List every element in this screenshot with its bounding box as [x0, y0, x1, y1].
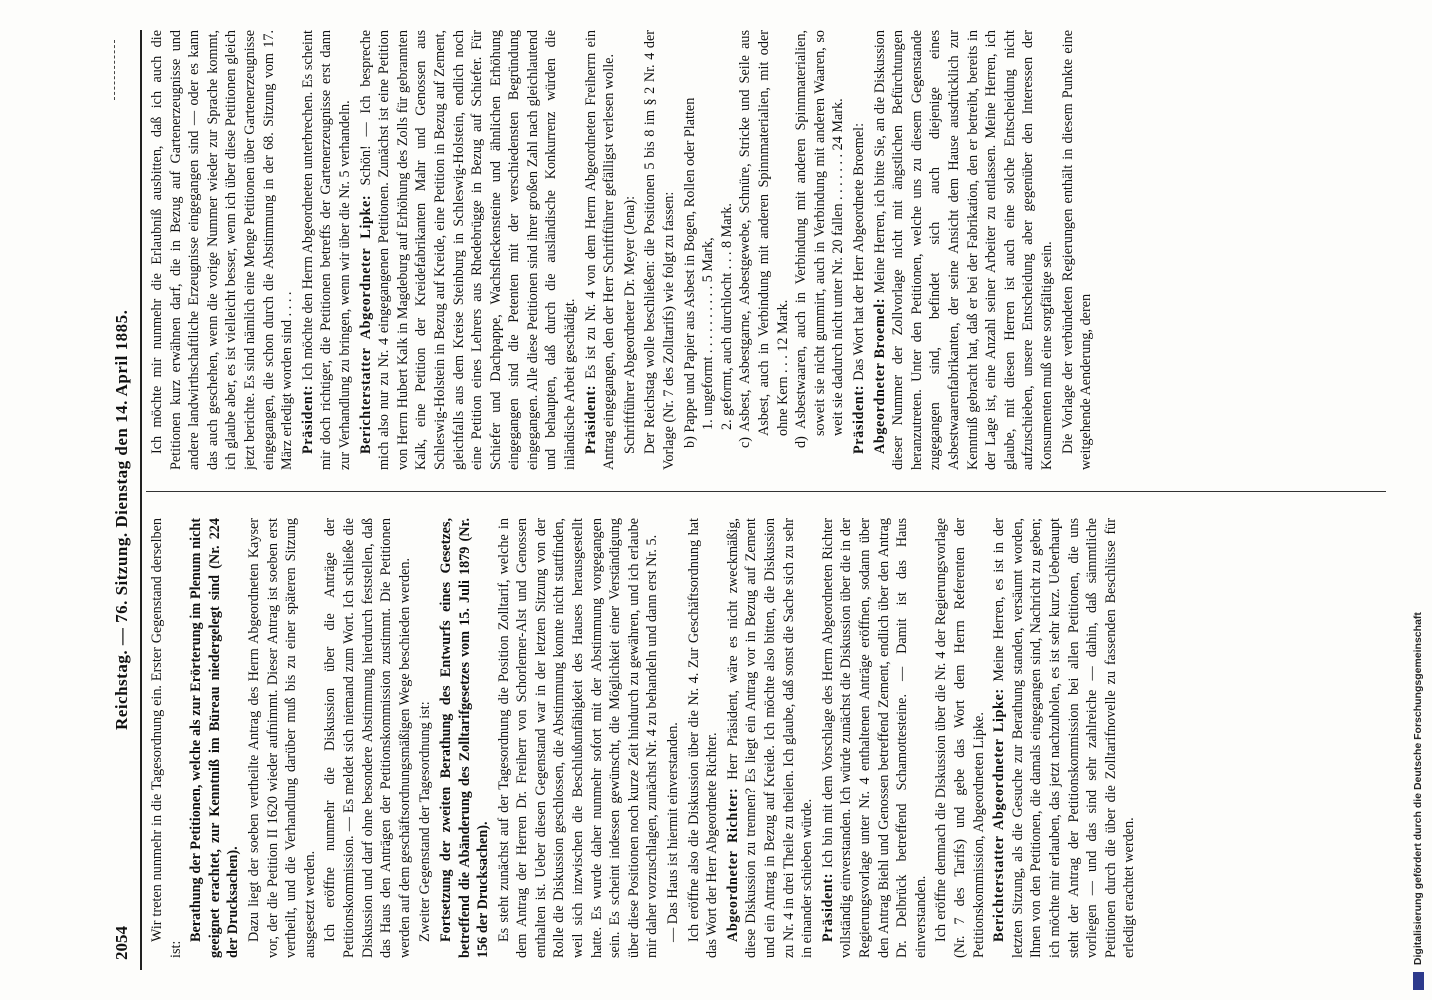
paragraph-text: Schriftführer Abgeordneter Dr. Meyer (Jena): [621, 195, 638, 454]
speech-paragraph [819, 518, 931, 958]
paragraph-text: — Das Haus ist hiermit einverstanden. [665, 722, 682, 942]
body-paragraph [495, 518, 662, 958]
speaker-name: Abgeordneter Richter: [724, 779, 741, 942]
body-paragraph [932, 518, 988, 958]
tariff-item: 1. ungeformt . . . . . . . . . . 5 Mark, [700, 237, 717, 430]
dfg-logo-icon [1413, 972, 1424, 990]
speaker-name: Präsident: [299, 380, 316, 454]
paragraph-text: Ich eröffne demnach die Diskussion über die Nr. 4 der Regierungsvorlage (Nr. 7 des Tarifs) und gebe das Wort dem Herrn Referenten der Petitionskommission, Abgeordneten Lipke. [933, 518, 987, 958]
speech-paragraph [990, 518, 1139, 958]
page-header [112, 30, 138, 970]
body-paragraph [685, 518, 722, 958]
speech-paragraph [582, 30, 619, 470]
paragraph-text: Schön! — Ich bespreche mich also nur zu Nr. 4 eingegangenen Petitionen. Zunächst ist eine Petition von Herrn Hubert Kalk in Magdeburg auf Erhöhung des Zolls für gebrannten Kalk, eine Petition der Kreidefabrikanten Mahr und Genossen aus Schleswig-Holstein in Bezug auf Kreide, eine Petition in Bezug auf Zement, gleichfalls aus dem Kreise Steinburg in Schleswig-Holstein, endlich noch eine Petition eines Lehrers aus Rhedebrügge in Bezug auf Schiefer. Für Schiefer und Dachpappe, Wachsfleckensteine und ähnlichen Erhöhung eingegangen sind die Petenten mit der verschiedensten Begründung eingegangen. Alle diese Petitionen sind ihrer großen Zahl nach gleichlautend und behaupten, daß durch die ausländische Konkurrenz würden die inländische Arbeit geschädigt. [357, 30, 579, 470]
body-paragraph [621, 30, 640, 470]
paragraph-text: Wir treten nunmehr in die Tagesordnung ein. Erster Gegenstand derselben ist: [149, 518, 184, 958]
agenda-heading [187, 518, 243, 958]
running-title: Reichstag. — 76. Sitzung. Dienstag den 14. April 1885. [112, 309, 131, 730]
body-paragraph [416, 518, 435, 958]
body-paragraph [641, 30, 678, 470]
speaker-name: Präsident: [850, 380, 867, 454]
paragraph-text: Die Vorlage der verbündeten Regierungen enthält in diesem Punkte eine weitgehende Aenderung, deren [1059, 30, 1095, 470]
speaker-name: Berichterstatter Abgeordneter Lipke: [357, 185, 374, 454]
paragraph-text: Ich möchte den Herrn Abgeordneten unterbrechen. Es scheint mir doch richtiger, die Petitionen betreffs der Gartenerzeugnisse erst dann zur Verhandlung zu bringen, wenn wir über die Nr. 5 verhandeln. [299, 30, 353, 470]
page-number: 2054 [112, 926, 131, 960]
paragraph-text: Der Reichstag wolle beschließen: die Positionen 5 bis 8 im § 2 Nr. 4 der Vorlage (Nr. 7 des Zolltarifs) wie folgt zu fassen: [642, 30, 678, 470]
column-divider [146, 491, 1386, 492]
digitization-credit [1412, 10, 1432, 990]
speaker-name: Präsident: [819, 868, 836, 942]
speaker-name: Abgeordneter Broemel: [871, 293, 888, 454]
header-dash-rule [114, 40, 115, 100]
paragraph-text: Ich möchte mir nunmehr die Erlaubniß ausbitten, daß ich auch die Petitionen kurz erwähnen darf, die in Bezug auf Gartenerzeugnisse und andere landwirthschaftliche Erzeugnisse eingegangen sind — oder es kann das auch geschehen, wenn die vorige Nummer wieder zur Sprache kommt, ich glaube aber, es ist vielleicht besser, wenn ich über diese Petitionen gleich jetzt berichte. Es sind nämlich eine Menge Petitionen über Gartenerzeugnisse eingegangen, die schon durch die Abstimmung in der 68. Sitzung vom 17. März erledigt worden sind . . . . [149, 30, 296, 470]
paragraph-text: Fortsetzung der zweiten Berathung des Entwurfs eines Gesetzes, betreffend die Abänderung des Zolltarifgesetzes vom 15. Juli 1879 (Nr. 156 der Drucksachen). [437, 518, 492, 958]
header-rule [140, 30, 142, 970]
speech-paragraph [724, 518, 817, 958]
speaker-name: Berichterstatter Abgeordneter Lipke: [991, 681, 1008, 942]
paragraph-text: Es steht zunächst auf der Tagesordnung die Position Zolltarif, welche in dem Antrag der Herren Dr. Freiherr von Schorlemer-Alst und Genossen enthalten ist. Ueber diesen Gegenstand war in der letzten Sitzung von der Rolle die Diskussion geschlossen, die Abstimmung konnte nicht stattfinden, weil sich inzwischen die Beschlußunfähigkeit des Hauses herausgestellt hatte. Es wurde daher nunmehr sofort mit der Abstimmung vorgegangen sein. Es scheint indessen gewünscht, die Möglichkeit einer Verständigung über diese Positionen noch kurze Zeit hindurch zu gewähren, und ich erlaube mir daher vorzuschlagen, zunächst Nr. 4 zu behandeln und dann erst Nr. 5. [495, 518, 661, 958]
agenda-heading [437, 518, 493, 958]
paragraph-text: Berathung der Petitionen, welche als zur Erörterung im Plenum nicht geeignet erachtet, zur Kenntniß im Büreau niedergelegt sind (Nr. 224 der Drucksachen). [188, 518, 242, 958]
body-paragraph [664, 518, 683, 958]
body-paragraph [148, 30, 297, 470]
paragraph-text: Ich eröffne also die Diskussion über die Nr. 4. Zur Geschäftsordnung hat das Wort der Herr Abgeordnete Richter. [685, 518, 721, 958]
body-paragraph [245, 518, 319, 958]
speech-paragraph [299, 30, 355, 470]
paragraph-text: Es ist zu Nr. 4 von dem Herrn Abgeordneten Freiherrn ein Antrag eingegangen, den der Herr Schriftführer gefälligst verlesen wolle. [582, 30, 618, 470]
paragraph-text: Ich eröffne nunmehr die Diskussion über die Anträge der Petitionskommission. — Es meldet sich niemand zum Wort. Ich schließe die Diskussion und darf ohne besondere Abstimmung hierdurch feststellen, daß das Haus den Anträgen der Petitionskommission zustimmt. Die Petitionen werden auf dem geschäftsordnungsmäßigen Wege beschieden werden. [322, 518, 413, 958]
left-column [148, 518, 1378, 958]
right-column [148, 30, 1378, 470]
tariff-item-list [681, 30, 848, 470]
speech-paragraph [850, 30, 869, 470]
tariff-item: b) Pappe und Papier aus Asbest in Bogen, Rollen oder Platten [681, 97, 698, 448]
paragraph-text: Das Wort hat der Herr Abgeordnete Broemel: [850, 122, 867, 381]
speaker-name: Präsident: [582, 378, 599, 454]
paragraph-text: Meine Herren, ich bitte Sie, an die Diskussion dieser Nummer der Zollvorlage nicht mit ängstlichen Befürchtungen heranzutreten. Unter den Petitionen, welche uns zu diesem Gegenstande zugegangen sind, befindet sich auch diejenige eines Asbestwaarenfabrikanten, der seine Ansicht dem Hause ausdrücklich zur Kenntniß gebracht hat, daß er bei der Fabrikation, den er betreibt, bereits in der Lage ist, eine Anzahl seiner Arbeiter zu entlassen. Meine Herren, ich glaube, mit diesen Herren ist auch eine solche Entscheidung nicht aufzuschieben, unsere Entscheidung aber gegenüber den Interessen der Konsumenten muß eine sorgfältige sein. [871, 30, 1055, 470]
speech-paragraph [357, 30, 580, 470]
paragraph-text: Meine Herren, es ist in der letzten Sitzung, als die Gesuche zur Berathung standen, versäumt worden, Ihnen von den Petitionen, die damals eingegangen sind, Nachricht zu geben; ich möchte mir erlauben, das jetzt nachzuholen, es ist sehr kurz. Ueberhaupt steht der Antrag der Petitionskommission bei allen Petitionen, die uns vorliegen — und das sind sehr zahlreiche — dahin, daß sämmtliche Petitionen durch die über die Zolltarifnovelle zu fassenden Beschlüsse für erledigt erachtet werden. [991, 518, 1138, 958]
body-paragraph [321, 518, 414, 958]
body-paragraph [1059, 30, 1096, 470]
tariff-item: d) Asbestwaaren, auch in Verbindung mit anderen Spinnmaterialien, soweit sie nicht gummirt, auch in Verbindung mit anderen Waaren, so weit sie dadurch nicht unter Nr. 20 fallen . . . . . . . 24 Mark. [793, 30, 847, 448]
paragraph-text: Ich bin mit dem Vorschlage des Herrn Abgeordneten Richter vollständig einverstanden. Ich würde zunächst die Diskussion über die in der Regierungsvorlage unter Nr. 4 enthaltenen Anträge eröffnen, sodann über den Antrag Biehl und Genossen betreffend Zement, endlich über den Antrag Dr. Delbrück betreffend Schamottesteine. — Damit ist das Haus einverstanden. [819, 518, 929, 958]
paragraph-text: Dazu liegt der soeben vertheilte Antrag des Herrn Abgeordneten Kayser vor, der die Petition II 1620 wieder aufnimmt. Dieser Antrag ist soeben erst vertheilt, und die Verhandlung darüber muß bis zu einer späteren Sitzung ausgesetzt werden. [245, 518, 318, 958]
tariff-item: c) Asbest, Asbestgarne, Asbestgewebe, Schnüre, Stricke und Seile aus Asbest, auch in Verbindung mit anderen Spinnmaterialien, mit oder ohne Kern . . . 12 Mark. [737, 30, 791, 448]
digitization-credit-text: Digitalisierung gefördert durch die Deutsche Forschungsgemeinschaft [1412, 612, 1424, 966]
body-paragraph [148, 518, 185, 958]
paragraph-text: Zweiter Gegenstand der Tagesordnung ist: [417, 701, 434, 942]
paragraph-text: Herr Präsident, wäre es nicht zweckmäßig, diese Diskussion zu trennen? Es liegt ein Antrag vor in Bezug auf Zement und ein Antrag in Bezug auf Kreide. Ich möchte also bitten, die Diskussion zu Nr. 4 in drei Theile zu theilen. Ich glaube, daß sonst die Sache sich zu sehr in einander schieben würde. [724, 518, 816, 958]
tariff-item: 2. geformt, auch durchlocht . . . 8 Mark. [718, 203, 735, 430]
speech-paragraph [871, 30, 1057, 470]
